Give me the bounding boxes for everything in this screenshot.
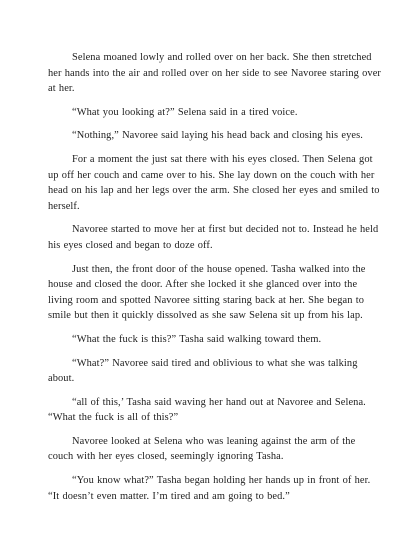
paragraph: Selena moaned lowly and rolled over on her back. She then stretched her hands into the air and rolled over on her side to see Navoree staring over at her. xyxy=(48,52,381,95)
paragraph: “Nothing,” Navoree said laying his head back and closing his eyes. xyxy=(72,130,363,142)
paragraph: “What the fuck is this?” Tasha said walking toward them. xyxy=(72,333,322,345)
paragraph: For a moment the just sat there with his eyes closed. Then Selena got up off her couch and came over to his. She lay down on the couch with her head on his lap and her legs over the arm. She closed her eyes and smiled to herself. xyxy=(48,153,380,212)
paragraph: “You know what?” Tasha began holding her hands up in front of her. “It doesn’t even matter. I’m tired and am going to bed.” xyxy=(48,475,371,502)
paragraph: “What?” Navoree said tired and oblivious to what she was talking about. xyxy=(48,357,358,385)
paragraph: Navoree started to move her at first but decided not to. Instead he held his eyes closed and began to doze off. xyxy=(48,224,379,251)
paragraph: Just then, the front door of the house opened. Tasha walked into the house and closed the door. After she locked it she glanced over into the living room and spotted Navoree sitting staring back at her. She began to smile but then it quickly dissolved as she saw Selena sit up from his lap. xyxy=(48,263,366,322)
paragraph: “What you looking at?” Selena said in a tired voice. xyxy=(72,106,298,118)
paragraph: Navoree looked at Selena who was leaning against the arm of the couch with her eyes closed, seemingly ignoring Tasha. xyxy=(48,435,356,463)
paragraph: “all of this,’ Tasha said waving her hand out at Navoree and Selena. “What the fuck is all of this?” xyxy=(48,396,366,424)
